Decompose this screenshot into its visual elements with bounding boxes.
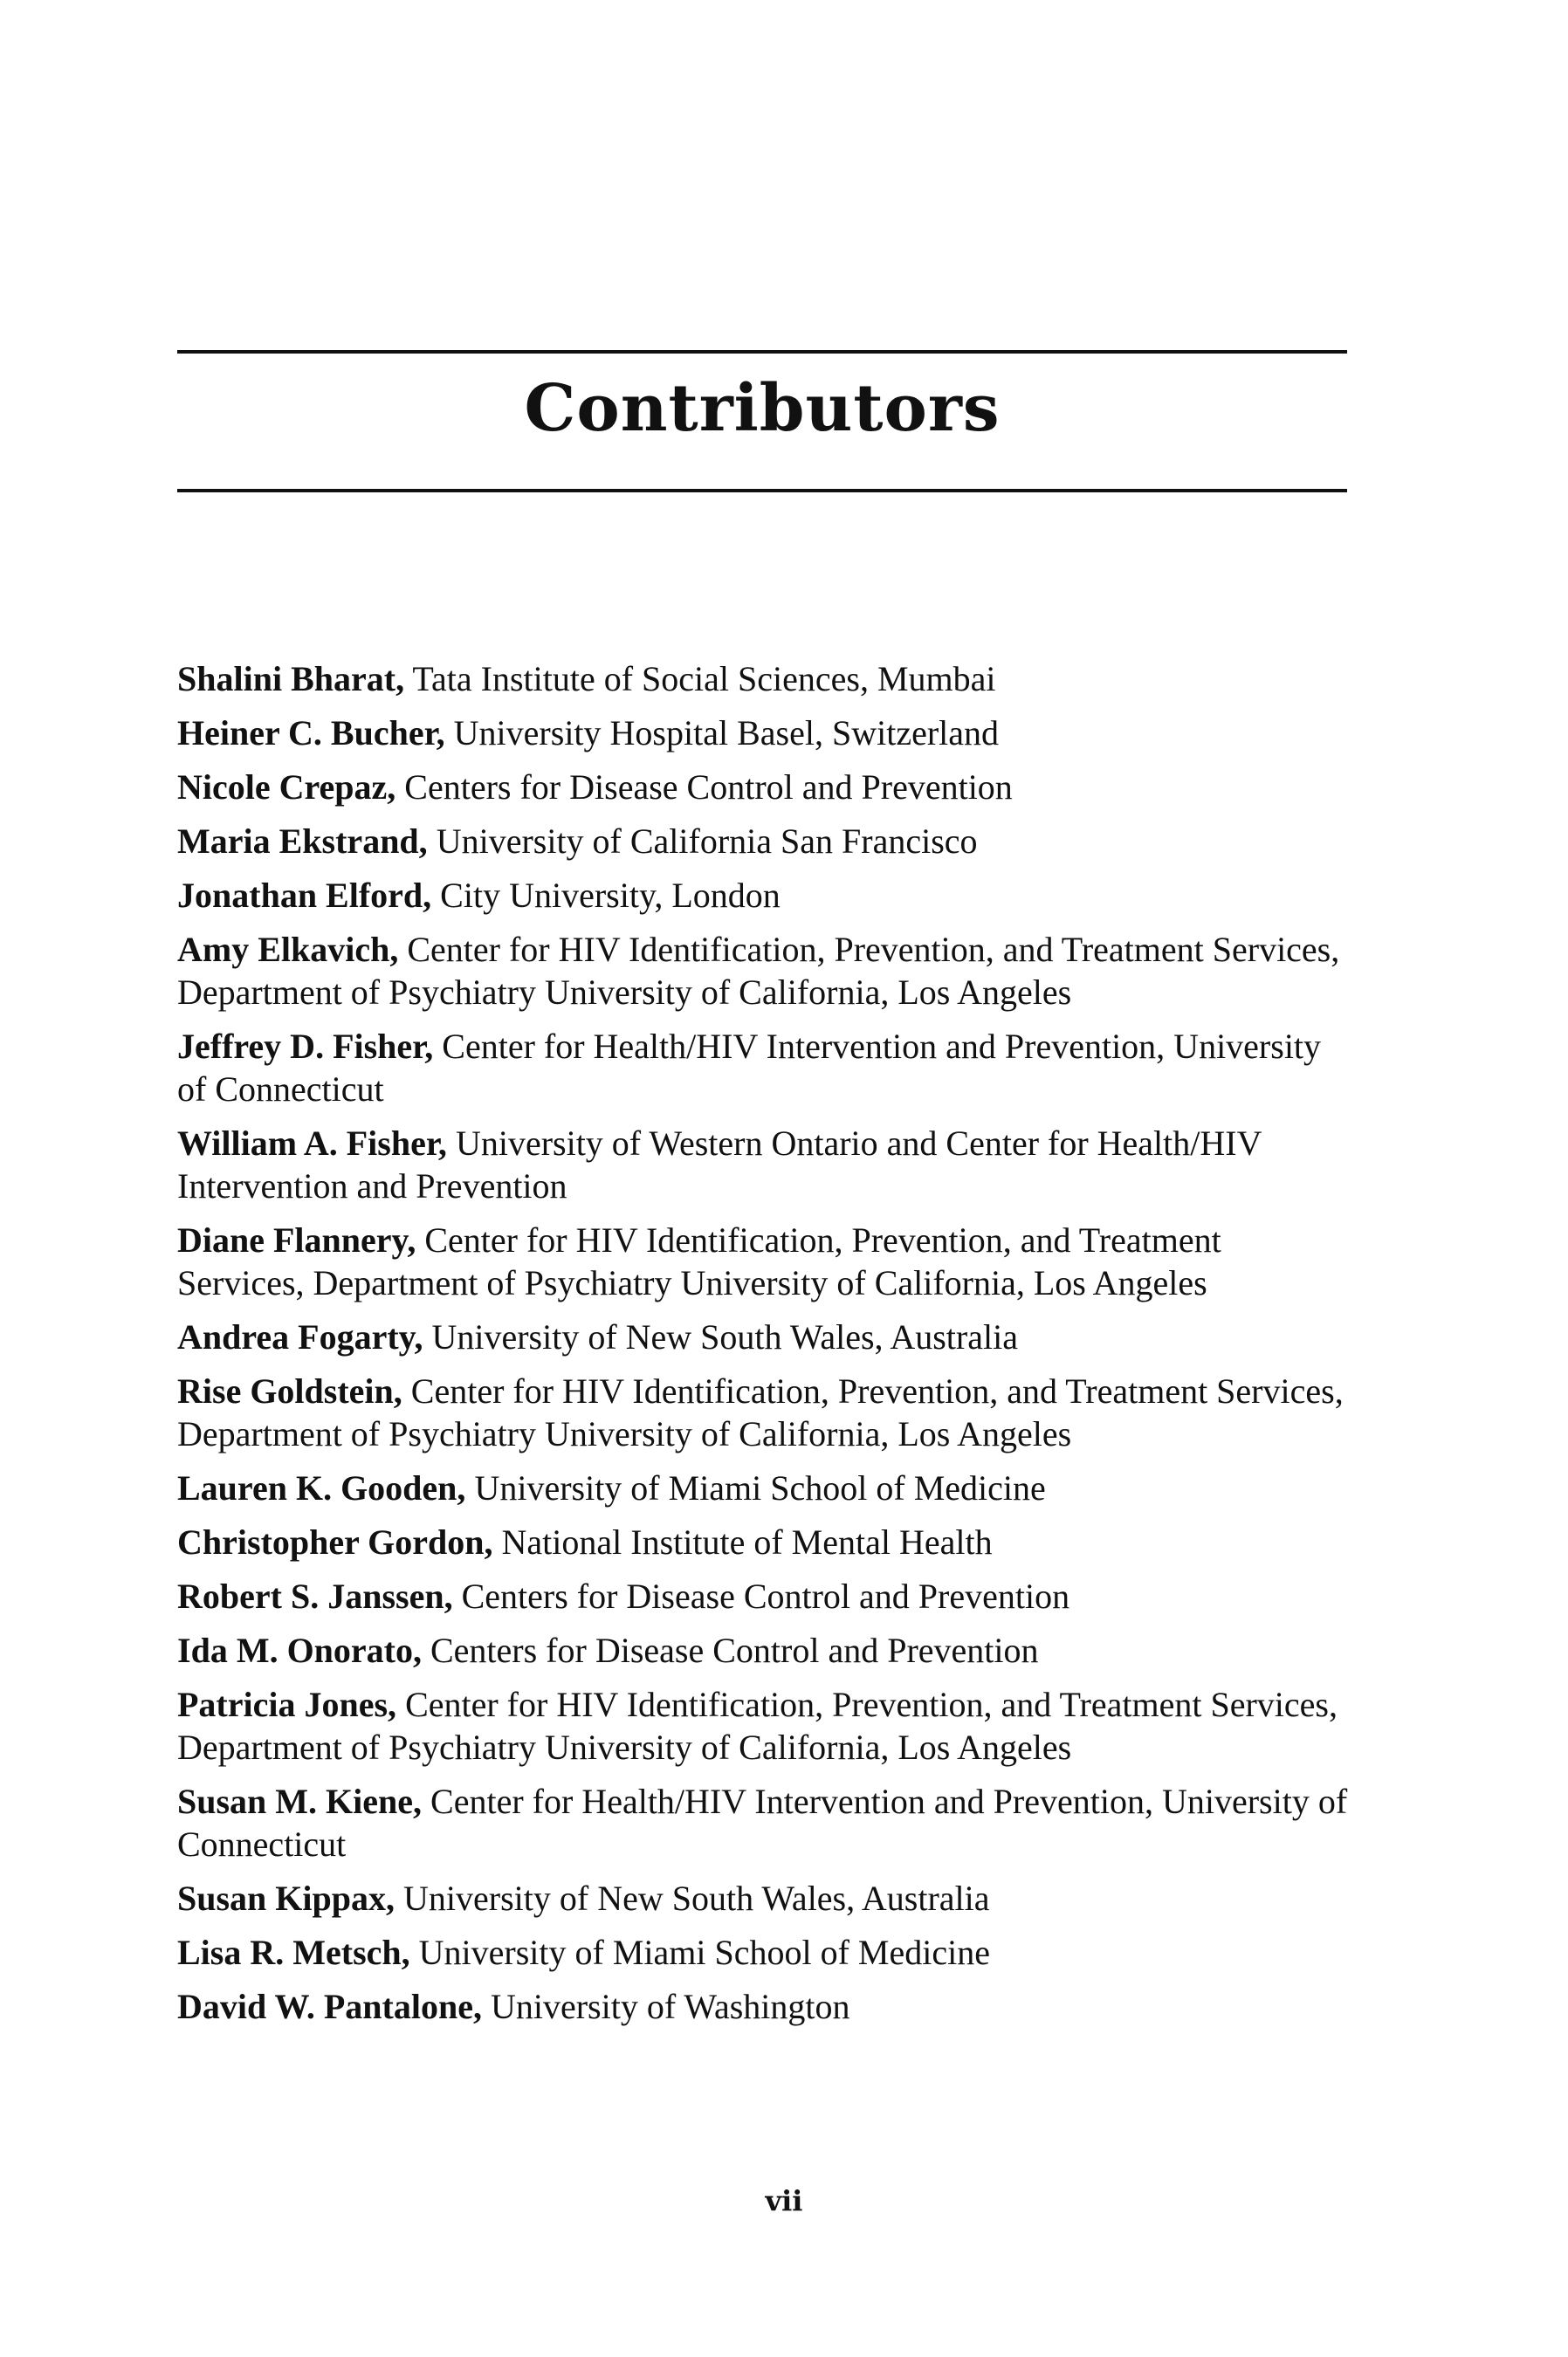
contributor-affiliation: Center for HIV Identification, Prevention, and Treatment Services, Department of Psychiatry University of California, Los Angeles bbox=[177, 1685, 1338, 1767]
contributor-affiliation: University of Western Ontario and Center for Health/HIV Intervention and Prevention bbox=[177, 1124, 1262, 1206]
contributor-name: Heiner C. Bucher, bbox=[177, 713, 445, 752]
contributor-name: Susan Kippax, bbox=[177, 1879, 395, 1918]
contributor-affiliation: Center for HIV Identification, Prevention, and Treatment Services, Department of Psychiatry University of California, Los Angeles bbox=[177, 1220, 1221, 1302]
contributor-entry bbox=[177, 711, 1356, 754]
contributor-affiliation: Center for Health/HIV Intervention and Prevention, University of Connecticut bbox=[177, 1782, 1348, 1864]
contributor-name: Amy Elkavich, bbox=[177, 930, 399, 969]
contributor-entry bbox=[177, 1931, 1356, 1974]
contributor-name: Maria Ekstrand, bbox=[177, 821, 428, 861]
contributor-entry bbox=[177, 1985, 1356, 2028]
contributor-entry bbox=[177, 874, 1356, 917]
contributor-entry bbox=[177, 1780, 1356, 1866]
contributor-entry bbox=[177, 1575, 1356, 1618]
contributor-name: Nicole Crepaz, bbox=[177, 767, 396, 807]
contributor-affiliation: University Hospital Basel, Switzerland bbox=[444, 713, 1000, 752]
contributor-affiliation: Centers for Disease Control and Prevention bbox=[422, 1631, 1039, 1670]
contributor-name: Andrea Fogarty, bbox=[177, 1317, 423, 1357]
contributor-affiliation: National Institute of Mental Health bbox=[492, 1522, 993, 1562]
contributor-name: Jonathan Elford, bbox=[177, 876, 432, 915]
title-rule-bottom bbox=[177, 489, 1347, 492]
contributor-affiliation: Centers for Disease Control and Prevention bbox=[452, 1577, 1070, 1616]
contributor-name: Lisa R. Metsch, bbox=[177, 1933, 410, 1972]
contributor-name: Jeffrey D. Fisher, bbox=[177, 1027, 434, 1066]
contributor-affiliation: University of Miami School of Medicine bbox=[409, 1933, 990, 1972]
page-title: Contributors bbox=[524, 371, 1001, 446]
contributor-affiliation: University of New South Wales, Australia bbox=[395, 1879, 990, 1918]
contributor-affiliation: Center for HIV Identification, Prevention, and Treatment Services, Department of Psychiatry University of California, Los Angeles bbox=[177, 1371, 1344, 1453]
contributor-entry bbox=[177, 1467, 1356, 1509]
contributor-affiliation: University of Miami School of Medicine bbox=[465, 1468, 1046, 1508]
contributor-name: David W. Pantalone, bbox=[177, 1987, 482, 2026]
contributor-entry bbox=[177, 766, 1356, 808]
contributor-entry bbox=[177, 1316, 1356, 1358]
contributor-name: Rise Goldstein, bbox=[177, 1371, 402, 1411]
contributor-name: Ida M. Onorato, bbox=[177, 1631, 422, 1670]
contributor-name: Patricia Jones, bbox=[177, 1685, 397, 1724]
contributor-name: Lauren K. Gooden, bbox=[177, 1468, 466, 1508]
contributor-name: Christopher Gordon, bbox=[177, 1522, 493, 1562]
contributor-entry bbox=[177, 928, 1356, 1014]
contributor-name: William A. Fisher, bbox=[177, 1124, 447, 1163]
contributor-entry bbox=[177, 1370, 1356, 1455]
contributor-name: Robert S. Janssen, bbox=[177, 1577, 453, 1616]
contributor-entry bbox=[177, 1877, 1356, 1920]
contributor-entry bbox=[177, 820, 1356, 862]
title-rule-top bbox=[177, 350, 1347, 354]
contributor-affiliation: University of New South Wales, Australia bbox=[423, 1317, 1018, 1357]
contributor-affiliation: Center for Health/HIV Intervention and Prevention, University of Connecticut bbox=[177, 1027, 1322, 1109]
page-number: vii bbox=[765, 2184, 803, 2217]
contributor-name: Shalini Bharat, bbox=[177, 659, 405, 698]
contributor-entry bbox=[177, 1683, 1356, 1769]
contributor-affiliation: Centers for Disease Control and Prevention bbox=[395, 767, 1013, 807]
contributor-affiliation: Center for HIV Identification, Prevention, and Treatment Services, Department of Psychiatry University of California, Los Angeles bbox=[177, 930, 1340, 1012]
contributor-entry bbox=[177, 1122, 1356, 1207]
contributor-entry bbox=[177, 1629, 1356, 1672]
contributor-affiliation: City University, London bbox=[431, 876, 781, 915]
contributor-entry bbox=[177, 1025, 1356, 1110]
contributor-affiliation: University of Washington bbox=[481, 1987, 850, 2026]
contributor-list bbox=[177, 657, 1356, 2039]
contributor-name: Diane Flannery, bbox=[177, 1220, 416, 1260]
contributor-name: Susan M. Kiene, bbox=[177, 1782, 423, 1821]
contributor-affiliation: University of California San Francisco bbox=[427, 821, 978, 861]
contributor-entry bbox=[177, 657, 1356, 700]
contributor-entry bbox=[177, 1521, 1356, 1563]
contributor-affiliation: Tata Institute of Social Sciences, Mumbai bbox=[404, 659, 996, 698]
contributor-entry bbox=[177, 1219, 1356, 1304]
